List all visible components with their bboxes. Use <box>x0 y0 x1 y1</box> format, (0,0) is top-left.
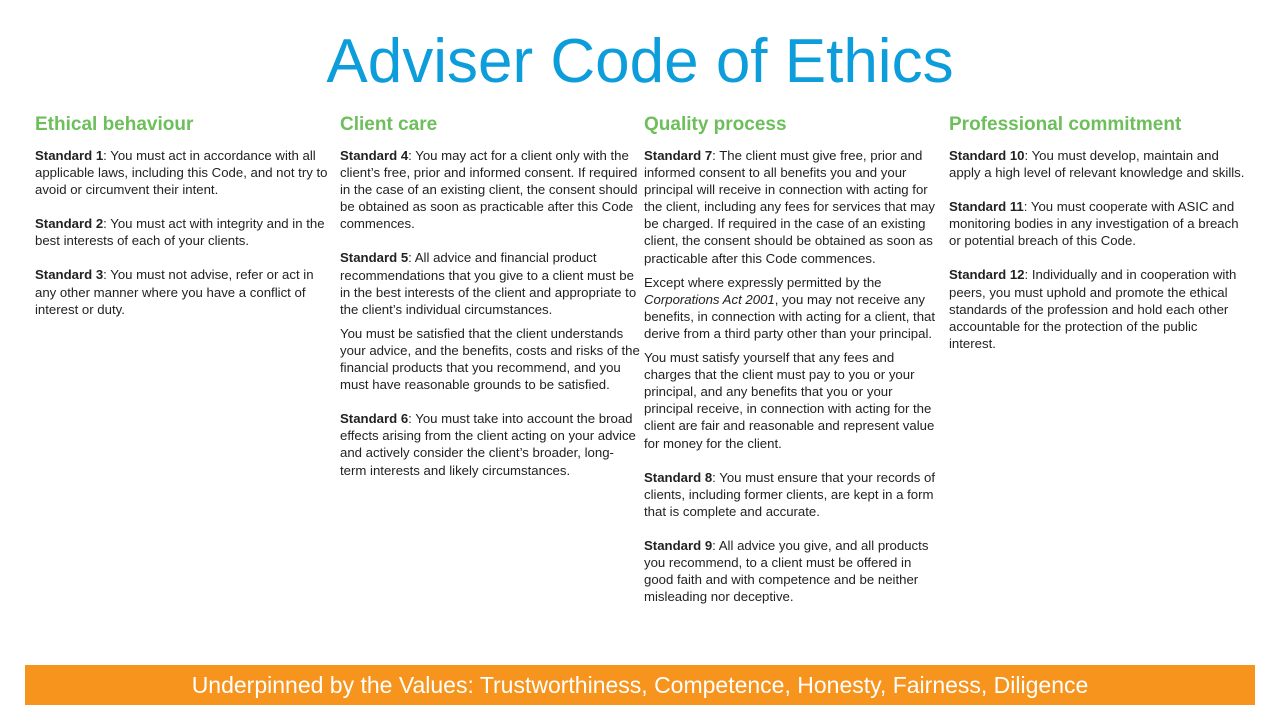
standard-12 <box>949 266 1247 351</box>
standard-text: : You must not advise, refer or act in any other manner where you have a conflict of interest or duty. <box>35 267 314 317</box>
standard-text: : You must cooperate with ASIC and monitoring bodies in any investigation of a breach or potential breach of this Code. <box>949 199 1239 249</box>
standard-label: Standard 9 <box>644 537 713 553</box>
page-title: Adviser Code of Ethics <box>326 27 954 96</box>
standard-text: : You must act in accordance with all applicable laws, including this Code, and not try to avoid or circumvent their intent. <box>35 148 328 198</box>
column-heading: Client care <box>340 114 438 135</box>
column-heading: Ethical behaviour <box>35 114 194 135</box>
standard-9 <box>644 537 942 605</box>
act-name: Corporations Act 2001 <box>644 291 775 307</box>
standard-text: : All advice and financial product recommendations that you give to a client must be in the best interests of the client and appropriate to the client’s individual circumstances. <box>340 250 637 317</box>
standard-label: Standard 7 <box>644 148 713 163</box>
standard-1 <box>35 147 335 198</box>
standard-text: Except where expressly permitted by the <box>644 274 882 290</box>
column-heading: Professional commitment <box>949 114 1182 135</box>
standard-text: : You must act with integrity and in the best interests of each of your clients. <box>35 216 325 249</box>
standard-text: : Individually and in cooperation with peers, you must uphold and promote the ethical standards of the profession and hold each other accountable for the protection of the public interest. <box>949 267 1237 351</box>
column-client-care <box>340 113 640 479</box>
standard-text: : The client must give free, prior and informed consent to all benefits you and your principal will receive in connection with acting for the client, including any fees for services that may be charged. If required in the case of an existing client, the consent should be obtained as soon as practicable after this Code commences. <box>644 148 936 266</box>
standard-label: Standard 1 <box>35 148 104 163</box>
standard-label: Standard 8 <box>644 469 713 485</box>
standard-label: Standard 4 <box>340 148 409 163</box>
standard-2 <box>35 215 335 249</box>
standard-text: : You may act for a client only with the client’s free, prior and informed consent. If required in the case of an existing client, the consent should be obtained as soon as practicable after this Code commences. <box>340 148 638 232</box>
standard-label: Standard 12 <box>949 267 1025 283</box>
standard-5-extra: You must be satisfied that the client understands your advice, and the benefits, costs and risks of the financial products that you recommend, and you must have reasonable grounds to be satisfied. <box>340 325 640 393</box>
column-heading: Quality process <box>644 114 787 135</box>
standard-5 <box>340 249 640 317</box>
column-quality-process <box>644 113 942 605</box>
standard-text: : You must take into account the broad effects arising from the client acting on your advice and actively consider the client’s broader, long-term interests and likely circumstances. <box>340 411 636 478</box>
standard-7-extra-2: You must satisfy yourself that any fees and charges that the client must pay to you or your principal, and any benefits that you or your principal receive, in connection with acting for the client are fair and reasonable and represent value for money for the client. <box>644 350 935 451</box>
column-ethical-behaviour <box>35 113 335 318</box>
standard-text: , you may not receive any benefits, in connection with acting for a client, that derive from a third party other than your principal. <box>644 291 936 341</box>
standard-8 <box>644 469 942 520</box>
standard-text: : You must develop, maintain and apply a high level of relevant knowledge and skills. <box>949 148 1245 181</box>
standard-text: : You must ensure that your records of clients, including former clients, are kept in a form that is complete and accurate. <box>644 469 936 519</box>
standard-7-extra <box>644 274 942 342</box>
standard-label: Standard 5 <box>340 250 409 266</box>
standard-label: Standard 10 <box>949 148 1025 163</box>
standard-6 <box>340 410 640 478</box>
standard-4 <box>340 147 640 232</box>
standard-label: Standard 6 <box>340 411 409 427</box>
values-banner: Underpinned by the Values: Trustworthiness, Competence, Honesty, Fairness, Diligence <box>25 665 1255 705</box>
standard-label: Standard 2 <box>35 216 104 232</box>
standard-3 <box>35 266 335 317</box>
standard-text: : All advice you give, and all products you recommend, to a client must be offered in good faith and with competence and be neither misleading nor deceptive. <box>644 537 929 605</box>
standard-label: Standard 3 <box>35 267 104 283</box>
column-professional-commitment <box>949 113 1247 352</box>
standard-10 <box>949 147 1247 181</box>
standard-11 <box>949 198 1247 249</box>
standard-label: Standard 11 <box>949 199 1024 215</box>
standard-7 <box>644 147 942 267</box>
